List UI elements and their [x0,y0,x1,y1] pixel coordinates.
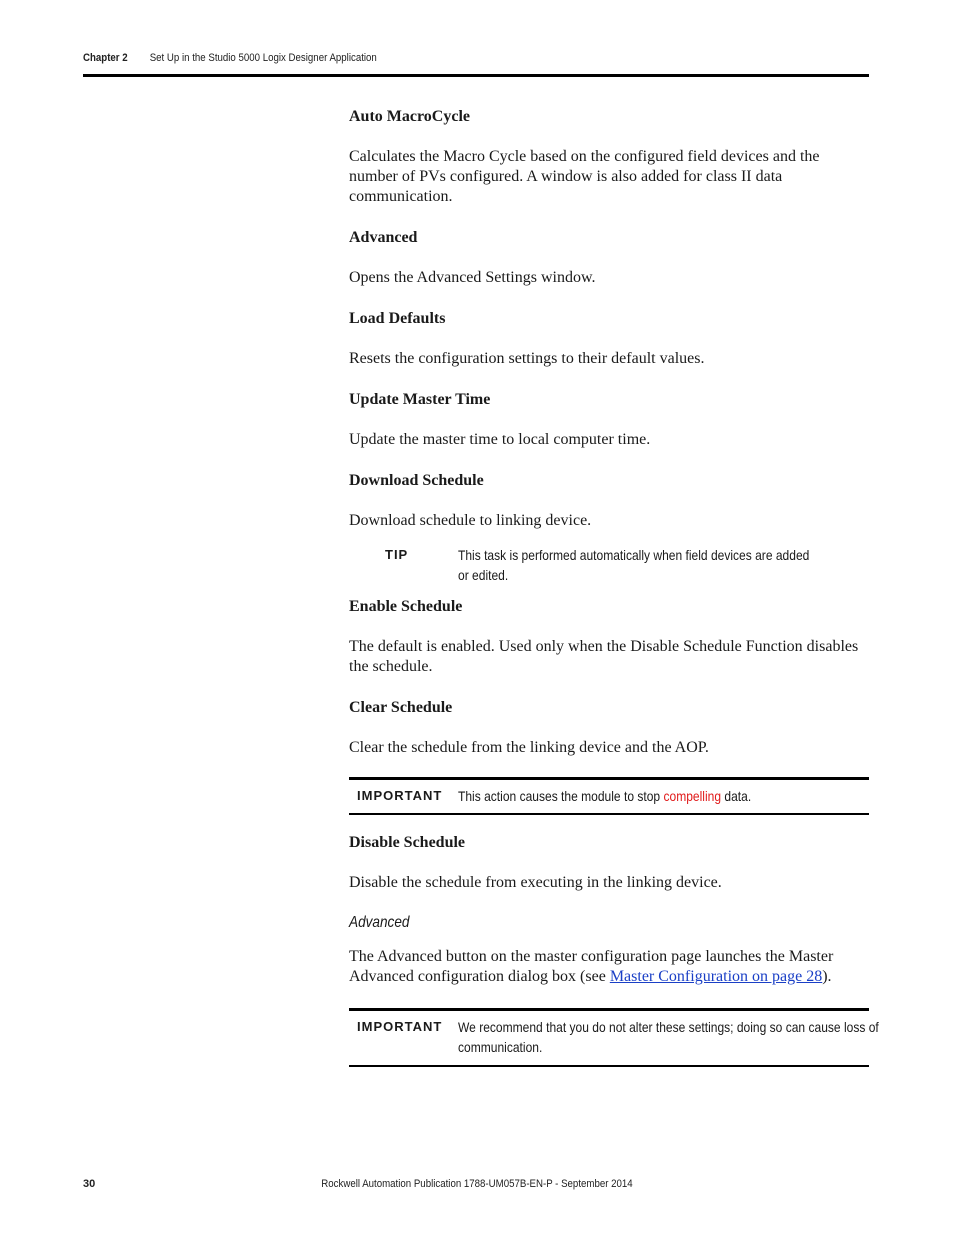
tip-label: TIP [385,547,409,562]
publication-info: Rockwell Automation Publication 1788-UM057B-EN-P - September 2014 [321,1178,633,1190]
tip-text: This task is performed automatically when field devices are added or edited. [458,547,810,583]
text-disable-schedule: Disable the schedule from executing in the linking device. [349,874,722,891]
text-auto-macrocycle: Calculates the Macro Cycle based on the configured field devices and the number of PVs configured. A window is also added for class II data communication. [349,148,820,205]
text-download-schedule: Download schedule to linking device. [349,512,592,529]
header-rule [83,74,869,77]
important-text-before: This action causes the module to stop [458,788,664,804]
heading-enable-schedule: Enable Schedule [349,598,463,615]
chapter-title: Set Up in the Studio 5000 Logix Designer Application [149,52,377,64]
heading-advanced: Advanced [349,229,418,246]
heading-update-master-time: Update Master Time [349,391,491,408]
text-advanced-dialog [349,947,869,987]
text-load-defaults: Resets the configuration settings to their default values. [349,350,705,367]
important-text [458,786,751,806]
advanced-text-after: ). [822,968,832,985]
important-text-2: We recommend that you do not alter these settings; doing so can cause loss of communication. [458,1019,879,1055]
link-master-configuration[interactable]: Master Configuration on page 28 [609,968,823,985]
text-update-master-time: Update the master time to local computer time. [349,431,651,448]
tip-note [349,545,869,585]
text-clear-schedule: Clear the schedule from the linking device and the AOP. [349,739,709,756]
advanced-text-before: The Advanced button on the master configuration page launches the Master Advanced configuration dialog box (see [349,948,834,985]
chapter-label: Chapter 2 [83,52,128,64]
heading-clear-schedule: Clear Schedule [349,699,453,716]
text-advanced: Opens the Advanced Settings window. [349,269,596,286]
important-label: IMPORTANT [357,788,443,803]
important-note-settings [349,1008,879,1067]
text-enable-schedule: The default is enabled. Used only when the Disable Schedule Function disables the schedule. [349,638,859,675]
heading-auto-macrocycle: Auto MacroCycle [349,108,470,125]
important-text-after: data. [721,788,752,804]
heading-disable-schedule: Disable Schedule [349,834,466,851]
important-label-2: IMPORTANT [357,1019,443,1034]
page-header [83,52,774,64]
subheading-advanced: Advanced [349,914,410,931]
heading-download-schedule: Download Schedule [349,472,484,489]
highlight-compelling: compelling [663,788,722,804]
important-note-stop [349,777,869,815]
page-number: 30 [83,1178,96,1190]
heading-load-defaults: Load Defaults [349,310,446,327]
main-content [349,107,879,1067]
